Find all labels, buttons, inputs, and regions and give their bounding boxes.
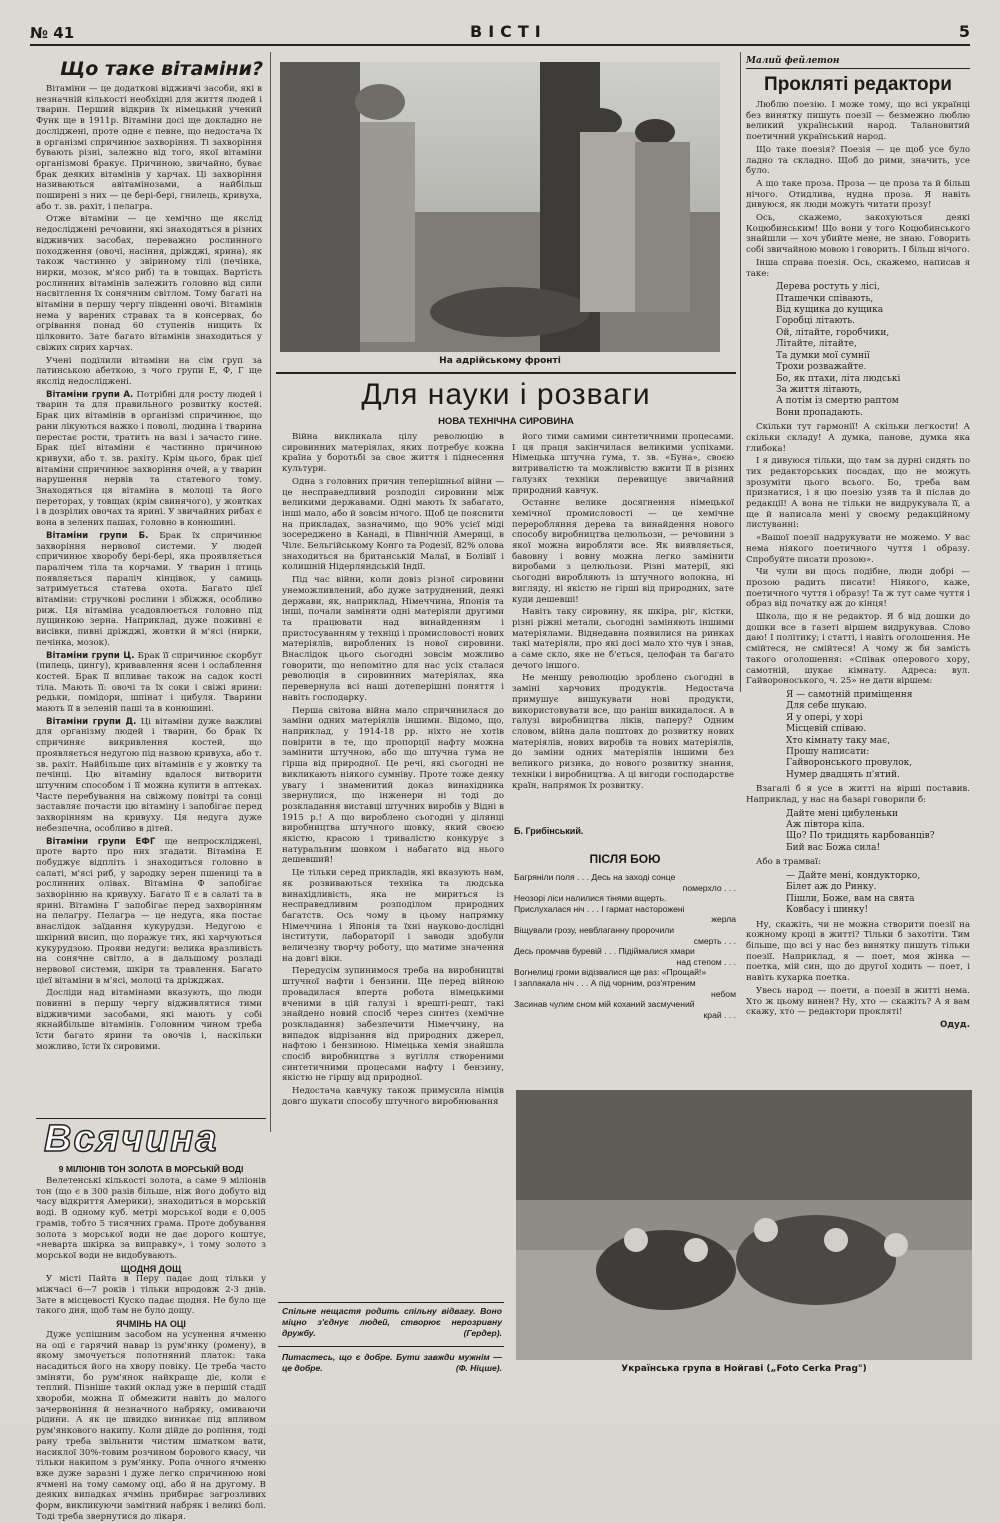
front-photo-caption: На адрійському фронті xyxy=(439,356,561,366)
verse-line: Дерева ростуть у лісі, xyxy=(776,282,880,293)
verse-line: Хто кімнату таку має, xyxy=(786,735,891,746)
science-column-1 xyxy=(282,432,504,1107)
poem-line: І заплакала ніч . . . А під чорним, роз'ятреним xyxy=(514,977,696,988)
science-paragraph: Недостача кавчуку також примусила німців довго шукати способу штучного виробнювання xyxy=(282,1086,504,1107)
poem-line: Віщували грозу, невблаганну пророчили xyxy=(514,924,675,935)
vsyachyna-column-2 xyxy=(276,1110,504,1290)
verse-line: Пішли, Боже, вам на свята xyxy=(786,893,915,904)
group-photo-caption: Українська група в Нойгаві („Foto Cerka Prag") xyxy=(621,1364,867,1374)
vitamins-article xyxy=(36,84,262,1074)
poem-after-battle xyxy=(514,872,736,1020)
science-paragraph: Передусім зупинимося треба на виробництві штучної нафти і бензини. Ще перед війною провадилася вперта робота німецькими вченими в цій галузі і врешті-решт, такі знайдено новий спосіб через синтез (хемічне розкладання) забезпечити Німеччину, на випадок відрізання від природних джерел, нафтою і бензиною. Німецька хемія знайшла спосіб виробництва з вугілля створеними синтетичними процесами нафту і бензину, якістю не гіршу від природної. xyxy=(282,966,504,1084)
poem-line: Неозорі ліси налилися тінями вщерть. xyxy=(514,893,667,904)
quote-rule xyxy=(278,1302,504,1303)
vitamins-paragraph: Учені поділили вітаміни на сім груп за латинською абеткою, з чого групи Е, Ф, Г ще якслід недосліджені. xyxy=(36,355,262,387)
soldiers-photo-image xyxy=(280,62,720,352)
verse-line: Від кущика до кущика xyxy=(776,305,884,316)
verse-line: Пташечки співають, xyxy=(776,293,874,304)
science-paragraph: Навіть таку сировину, як шкіра, ріг, кістки, різні ріжні метали, сьогодні заміняють іншими матеріялами. Віднедавна появилися на ринках такі матеріяли, про які досі мало хто чув і знав, а саме скло, яке не б'ється, целофан та багато дечого іншого. xyxy=(512,607,734,671)
feuilleton-rule xyxy=(746,68,970,69)
vitamins-title: Що таке вітаміни? xyxy=(60,58,263,80)
poem-line-continuation: край . . . xyxy=(703,1009,736,1020)
vitamin-group-b: Вітаміни групи Б. Брак їх спричинює захворіння нервової системи. У людей спричинює хворобу бері-бері, яка проявляється паралічем тіла та корчами. У тварин і птиць появляється параліч кінцівок, у самиць затримується статева охота. Багато цієї вітаміни: стручкові рослини і збіжжя, особливо риж. Ця вітаміна усадовлюється головно під лущинкою зерна. Наприклад, дуже поживні є висівки, пивні дріжджі, жовтки й м'ясі (нирки, печінка, мозок). xyxy=(36,530,262,648)
vsyachyna-headline: 9 МІЛІОНІВ ТОН ЗОЛОТА В МОРСЬКІЙ ВОДІ xyxy=(58,1164,244,1174)
science-paragraph: Останнє велике досягнення німецької хемічної промисловості — це хемічне переробляння дерева та винайдення нового способу виробництва целюльози, — речовини з якої можна виробляти все. Як виявляється, бавовну і вовну можна легко замінити виробами з целюльози. Різні матерії, які сьогодні виробляють із штучного волокна, ні вигляду, ні якістю не гірші від природних, зате куди дешевші! xyxy=(512,498,734,605)
vsyachyna-paragraph-cont xyxy=(276,1110,504,1121)
verse-line: Білет аж до Ринку. xyxy=(786,882,877,893)
science-paragraph: Одна з головних причин теперішньої війни — це несправедливий розподіл сировини між великими державами. Одні мають їх забагато, інші мало, або й зовсім нічого. Щоб це пояснити на прикладах, зазначимо, що 90% усієї міді зосереджено в Канаді, в Північній Америці, в Чілє. Бельгійському Конго та Родезії, 82% олова знаходиться на британській Малаї, в Болівії і колишній Нідерляндській Індії. xyxy=(282,476,504,573)
feuilleton-paragraph: Люблю поезію. І може тому, що всі українці без винятку пишуть поезії — безмежно люблю великий український народ. Талановитий поетичний український народ. xyxy=(746,100,970,143)
feuilleton-kicker: Малий фейлетон xyxy=(746,56,840,66)
vitamin-group-c: Вітаміни групи Ц. Брак її спричинює скорбут (пилець, цингу), кривавлення ясен і ослаблення костей. Брак її впливає також на садок кості тіла. Мають її: овочі та їх соки і свіжі ярини: редьки, помідори, шпінат і цибуля. Тварини мають її в зеленій паші та в конюшині. xyxy=(36,650,262,715)
poem-line-continuation: смерть . . . xyxy=(693,935,736,946)
verse-line: Ой, літайте, горобчики, xyxy=(776,327,890,338)
verse-line: А потім із смертю раптом xyxy=(776,396,899,407)
verse-line: Аж півтора кіла. xyxy=(786,820,865,831)
verse-line: Що? По тридцять карбованців? xyxy=(786,831,935,842)
feuilleton-paragraph: І я дивуюся тільки, що там за дурні сидять по тих редакторських посадах, що не можуть зрозуміти цього всього. Бо, треба вам признатися, і я цю поезію узяв та й післав до редакції! А вона не тільки не видрукувала її, а ще й написала мені у своєму редакційному листуванні: xyxy=(746,456,970,531)
vsyachyna-column-1 xyxy=(36,1176,266,1522)
poem-author: Б. Грибінський. xyxy=(514,826,584,836)
poem-line-continuation: над степом . . . xyxy=(676,956,736,967)
vitamin-group-d: Вітаміни групи Д. Ці вітаміни дуже важливі для організму людей і тварин, бо брак їх спричиняє викривлення костей, що проявляється недугою під назвою кривуха, або т. зв. рахіт. Найбільше цих вітамінів є у жовтку та печінці. Цю вітаміну вдалося витворити штучним способом і її можна купити в аптеках. Часте перебування на свіжому повітрі та сонці заставляє почасти цю вітаміну і запобігає перед захворінням на кривуху. Ця недуга дуже небезпечна, особливо в дітей. xyxy=(36,716,262,834)
verse-line: Гайворонського провулок, xyxy=(786,758,913,769)
science-title: Для науки і розваги xyxy=(361,378,651,411)
feuilleton-verse xyxy=(786,809,970,855)
vsyachyna-paragraph: Велетенські кількості золота, а саме 9 міліонів тон (що є в 300 разів більше, ніж його добуто від часу відкриття Америки), знаходиться в морській воді. В одному куб. метрі морської води є 0,005 грамів, тобто 5 тисячних грама. Проте добування золота з морської води не дає дорого коштує, «невартa шкірка за виправку», і тому золото з морської води не видобувають. xyxy=(36,1176,266,1261)
science-subtitle: НОВА ТЕХНІЧНА СИРОВИНА xyxy=(438,416,574,427)
poem-line-continuation: померхло . . . xyxy=(682,882,736,893)
vsyachyna-paragraph: Дуже успішним засобом на усунення ячменю на оці є гарячий навар із рум'янку (ромену), в якому змочується полотняний платок: така насадиться його на хвору повіку. Це треба часто зміняти, бо рум'янок найкраще діє, коли є теплий. Пізніше такий оклад уже в першій стадії хвороби, можна її обмежити навіть до малого зачервоніння й незначного набряку, омиваючи рідини. А як це швидко виникає під впливом рум'янкового накипу. Коли дійде до ропіння, тоді рану треба звільнити чистим шматком вати, насиклої 30%-товим розчином борового квасу, чи тільки накипом з рум'янку. Ропа очного ячменю вже дуже заразні і дуже легко спричинюю нові ячмені на тому самому оці, або й на другому. В деяких випадках ячмінь прибирає загрозливих форм, викликуючи замітний набряк і великі болі. Тоді треба звернутися до лікаря. xyxy=(36,1329,266,1522)
group-photo-image xyxy=(516,1090,972,1360)
header-rule xyxy=(30,44,970,46)
verse-line: За життя літають, xyxy=(776,384,863,395)
vsyachyna-subheading: ЩОДНЯ ДОЩ xyxy=(120,1263,182,1274)
feuilleton-title: Прокляті редактори xyxy=(764,74,952,95)
science-paragraph: Війна викликала цілу революцію в сировинних матеріялах, яких потребує кожна країна у боротьбі за своє життя і піднесення культури. xyxy=(282,432,504,475)
science-paragraph: Під час війни, коли довіз різної сировини унеможливлений, або дуже затруднений, деякі держави, як, наприклад, Німеччина, Японія та інші, почали заміняти одні матеріяли другими та працювати над винайденням і пристосуванням у техніці і промисловості нових матеріялів, вироблених із нової сировини. Внаслідок цього сьогодні зовсім можливо говорити, що непомітно для нас усіх сталася революція в сировинних матеріялах, яка перевернула всі наші дотеперішні поняття і навіть господарку. xyxy=(282,575,504,703)
quote-nietzsche: Питастесь, що є добре. Бути завжди мужнім — це добре. (Ф. Ніцше). xyxy=(282,1352,502,1373)
poem-line: Багряніли поля . . . Десь на заході сонце xyxy=(514,872,676,882)
verse-line: Дайте мені цибуленьки xyxy=(786,808,898,819)
feuilleton-paragraph: Ну, скажіть, чи не можна створити поезії на кожному кроці в житті? Тільки б захотіти. Тим більше, що всі у нас без винятку пишуть тільки поезії. Наприклад, я — поет, моя жінка — поетка, мій син, що до другої ходить — поет, і навіть кухарка поетка. xyxy=(746,919,970,984)
science-paragraph: Не меншу революцію зроблено сьогодні в заміні харчових продуктів. Недостача примушує вишукувати нові продукти, використовувати все, що раніш викидалося. А в галузі виробництва ліків, паперу? Одним словом, війна дала поштовх до розвитку нових матеріялів, нових виробів та нових матеріялів, до заміни одних матеріялів іншими без великого ризика, до нового розвитку знання, техніки і виробництва. А ці вигоди господарстве країн, напрямок їх розвитку. xyxy=(512,673,734,791)
science-paragraph: його тими самими синтетичними процесами. І ця праця закінчилася великими успіхами. Німецька штучна гума, т. зв. «Буна», своєю витривалістю та можливістю вжити її в різних галузях техніки перевищує звичайний природний кавчук. xyxy=(512,432,734,496)
verse-line: Та думки мої сумнії xyxy=(776,350,870,361)
vitamins-paragraph: Отже вітаміни — це хемічно ще якслід недосліджені речовини, які знаходяться в різних відживчих засобах, переважно рослинного походження (овочі, насіння, дріжджі, ярина), як також частинно у звіриному тілі (печінка, нирки, мозок, м'ясо риб) та в товщах. Вартість рослинних вітамінів залежить головно від сили насвітлення їх сонячним світлом. Тому багаті на вітаміни в першу чергу південні овочі. Вітамінів нема у варених стравах та в консервах, бо огрівання понад 60 ступенів нищить їх цілковито. Зате багато вітамінів знаходиться у свіжих сирих харчах. xyxy=(36,214,262,353)
feuilleton-verse xyxy=(776,282,970,419)
poem-line: Прислухалася ніч . . . І гармат насторожені xyxy=(514,903,685,914)
verse-line: Горобці літають. xyxy=(776,316,856,327)
vitamin-conclusion: Досліди над вітамінами вказують, що люди повинні в першу чергу відживлятися тими відживчими засобами, які мають у собі якнайбільше вітамінів. Головним чином треба їсти багато ярини та овочів і, наскільки можливо, їсти їх сировими. xyxy=(36,988,262,1052)
column-divider xyxy=(740,52,741,692)
feuilleton-verse xyxy=(786,871,970,917)
vsyachyna-logo: Всячина xyxy=(44,1118,219,1160)
feuilleton-paragraph: Або в трамваї: xyxy=(756,857,821,868)
vitamins-paragraph: Вітаміни — це додаткові відживчі засоби, які в незначній кількості необхідні для життя людей і тварин. Перший відкрив їх німецький учений Функ ще в 1911р. Вітаміни досі ще докладно не досліджені, проте одне є певне, що недостача їх в організмі спричинює захворіння. Ті захворіння бувають різні, залежно від того, якої вітаміни організмові бракує. Причиною, звичайно, буває брак деяких вітамінів у харчах. Ці захворіння називаються авітамінозами, а найбільш поширені з них — це бері-бері, гнилець, кривуха, або т. зв. рахіт, і пелагра. xyxy=(36,84,262,212)
feuilleton-signature: Одуд. xyxy=(939,1019,970,1030)
verse-line: Літайте, літайте, xyxy=(776,339,857,350)
page-number: 5 xyxy=(958,22,970,41)
feuilleton-text xyxy=(746,100,970,1104)
poem-line: Вогнелиці громи відізвалися ще раз: «Прощай!» xyxy=(514,967,707,978)
verse-line: Бий вас Божа сила! xyxy=(786,842,881,853)
science-column-2 xyxy=(512,432,734,804)
feuilleton-paragraph: Що таке поезія? Поезія — це щоб усе було ладно та складно. Щоб до рими, значить, усе було. xyxy=(746,144,970,177)
poem-line: Засинав чулим сном мій коханий засмучений xyxy=(514,999,695,1010)
science-paragraph: Перша світова війна мало спричинилася до заміни одних матеріялів іншими. Відомо, що, наприклад, у 1914-18 рр. ніхто не хотів повірити в те, що пропорції нафту можна замінити штучною, або що штучна гума не гірша від природної. Це речі, які сьогодні не викликають ніякого сумніву. Проте тоже деяку увагу і знаменитий доказ винахідника звернулися, що інженери ні тоді до розкладання виставці штучних виробів у Відні в 1915 р.! А що вироблено сьогодні у ділянці виробництва штучного шовку, який своєю якістю, красою і тривалістю конкурує з натуральним шовком і набагато від нього дешевший! xyxy=(282,705,504,866)
feuilleton-verse xyxy=(786,690,970,781)
verse-line: Трохи розважайте. xyxy=(776,362,867,373)
feuilleton-paragraph: «Вашої поезії надрукувати не можемо. У вас нема ніякого поетичного чуття і образу. Спробуйте писати прозою». xyxy=(746,533,970,565)
feuilleton-paragraph: Увесь народ — поети, а поезії в житті нема. Хто ж цьому винен? Ну, хто — скажіть? А я вам скажу, хто — редактори прокляті! xyxy=(746,985,970,1018)
column-divider xyxy=(270,52,271,1132)
poem-title: ПІСЛЯ БОЮ xyxy=(589,852,661,866)
page-header xyxy=(30,20,970,44)
poem-line: Десь промчав буревій . . . Підіймалися хмари xyxy=(514,946,695,957)
feuilleton-paragraph: Інша справа поезія. Ось, скажемо, написав я таке: xyxy=(746,257,970,279)
verse-line: Я у опері, у хорі xyxy=(786,712,863,723)
vitamin-group-a: Вітаміни групи А. Потрібні для росту людей і тварин та для правильного розвитку костей. Брак цих вітамінів в організмі спричинює, що рани лікуються важко і поволі, людина і тварина перестає рости, тратить на вазі і зачасто гине. Брак цієї вітаміни є частинно причиною кривухи, або т. зв. рахіту. Крім цього, брак цієї вітаміни спричинює захворіння очей, а у тварин нарушення нервів та статевого тому. Знаходяться ця вітаміна в молоці та його переторах, у товщах (крім свинячого), у жовтках і в дозрілих овочах та ярині. У звичайних рибах є вона в зелених пашах, головно в конюшині. xyxy=(36,389,263,529)
verse-line: Ковбасу і шинку! xyxy=(786,905,869,916)
feuilleton-paragraph: Школа, що я не редактор. Я б від дошки до дошки все в газеті віршем видрукував. Слово даю! І політику; і статті, і навіть оголошення. Не смійтеся, не смійтеся! А чому ж би замість такого оголошення: «Співак оперового хору, самотній, шукає кімнату. Адреса: вул. Гайвороноського, ч. 25» не дати віршем: xyxy=(746,612,970,687)
group-photo xyxy=(516,1090,972,1360)
vsyachyna-subheading: ЯЧМІНЬ НА ОЦІ xyxy=(116,1319,186,1330)
verse-line: Я — самотній приміщення xyxy=(786,690,913,700)
science-paragraph: Це тільки серед прикладів, які вказують нам, як розвиваються техніка та людська винахідливість, яка не мириться із несправедливим розподілом природних багатств. Ось чому в цьому напрямку Німеччина і Японія та їхні науково-дослідні інститути, лабораторії і заводи здобули величезну творчу роботу, що матиме значення на довгі віки. xyxy=(282,868,504,964)
vsyachyna-paragraph: У місті Пайта в Перу падає дощ тільки у міжчасі 6—7 років і тільки впродовж 2-3 днів. Зате в місцевості Куско падає щодня. Не було ще такого дня, щоб там не було дощу. xyxy=(36,1274,266,1317)
feuilleton-paragraph: А що таке проза. Проза — це проза та й більш нічого. Отидлива, нудна проза. Я навіть дивуюся, як люди можуть читати прозу! xyxy=(746,178,970,211)
quote-rule xyxy=(278,1346,504,1347)
vitamin-group-efg: Вітаміни групи ЕФГ ще непроскліджені, проте варто про них згадати. Вітаміна Е побуджує відпліть і знаходиться головно в салаті, м'ясі риб, у зародку зерен пшениці та в рослинних олівах. Вітаміна Ф запобігає захворінню на кривуху. Багато її є в салаті та в ярині. Вітаміна Г запобігає перед захворінням на пелагру. Пелагра — це недуга, яка постає внаслідок заїдання кукурудзи. Недугою є шкірний висип, що поражує тих, які харчуються кукурудзою. Прояви недуги: велика вразливість на сонячне світло, а в дальшому розладі нервової системи, шкіри та травлення. Багато цієї вітаміни в м'ясі, молоці та дріжджах. xyxy=(36,836,263,986)
verse-line: Вони пропадають. xyxy=(776,407,863,418)
feuilleton-paragraph: Скільки тут гармонії! А скільки легкости! А скільки складу! А думка, панове, думка яка глибока! xyxy=(746,422,970,454)
feuilleton-paragraph: Ось, скажемо, закохуються деякі Коцюбинським! Що вони у того Коцюбинського знайшли — хоч убийте мене, не знаю. Говорить собі звичайною мовою і говорить. І більш нічого. xyxy=(746,213,970,256)
front-photo xyxy=(280,62,720,352)
verse-line: Бо, як птахи, літа людські xyxy=(776,373,901,384)
quote-herder: Спільне нещастя родить спільну відвагу. Воно міцно з'єднує людей, створює нерозривну дружбу. (Гердер). xyxy=(282,1306,502,1338)
section-rule xyxy=(276,372,736,374)
newspaper-title: ВІСТІ xyxy=(470,22,547,41)
poem-line-continuation: жерла xyxy=(711,914,736,925)
verse-line: Для себе шукаю. xyxy=(786,701,867,712)
issue-number: № 41 xyxy=(30,24,75,42)
verse-line: Нумер двадцять п'ятий. xyxy=(786,769,900,780)
verse-line: — Дайте мені, кондукторко, xyxy=(786,870,921,881)
feuilleton-paragraph: Взагалі б я усе в житті на віршi поставив. Наприклад, у нас на базарі говорили б: xyxy=(746,784,970,805)
feuilleton-paragraph: Чи чули ви щось подібне, люди добрі — прозою радить писати! Ніякого, каже, поетичного чуття і образу! Та ж тут саме чуття і образ від початку аж до кінця! xyxy=(746,567,970,610)
verse-line: Прошу написати: xyxy=(786,747,870,758)
poem-line-continuation: небом xyxy=(710,988,736,999)
verse-line: Місцевій співаю. xyxy=(786,724,867,735)
